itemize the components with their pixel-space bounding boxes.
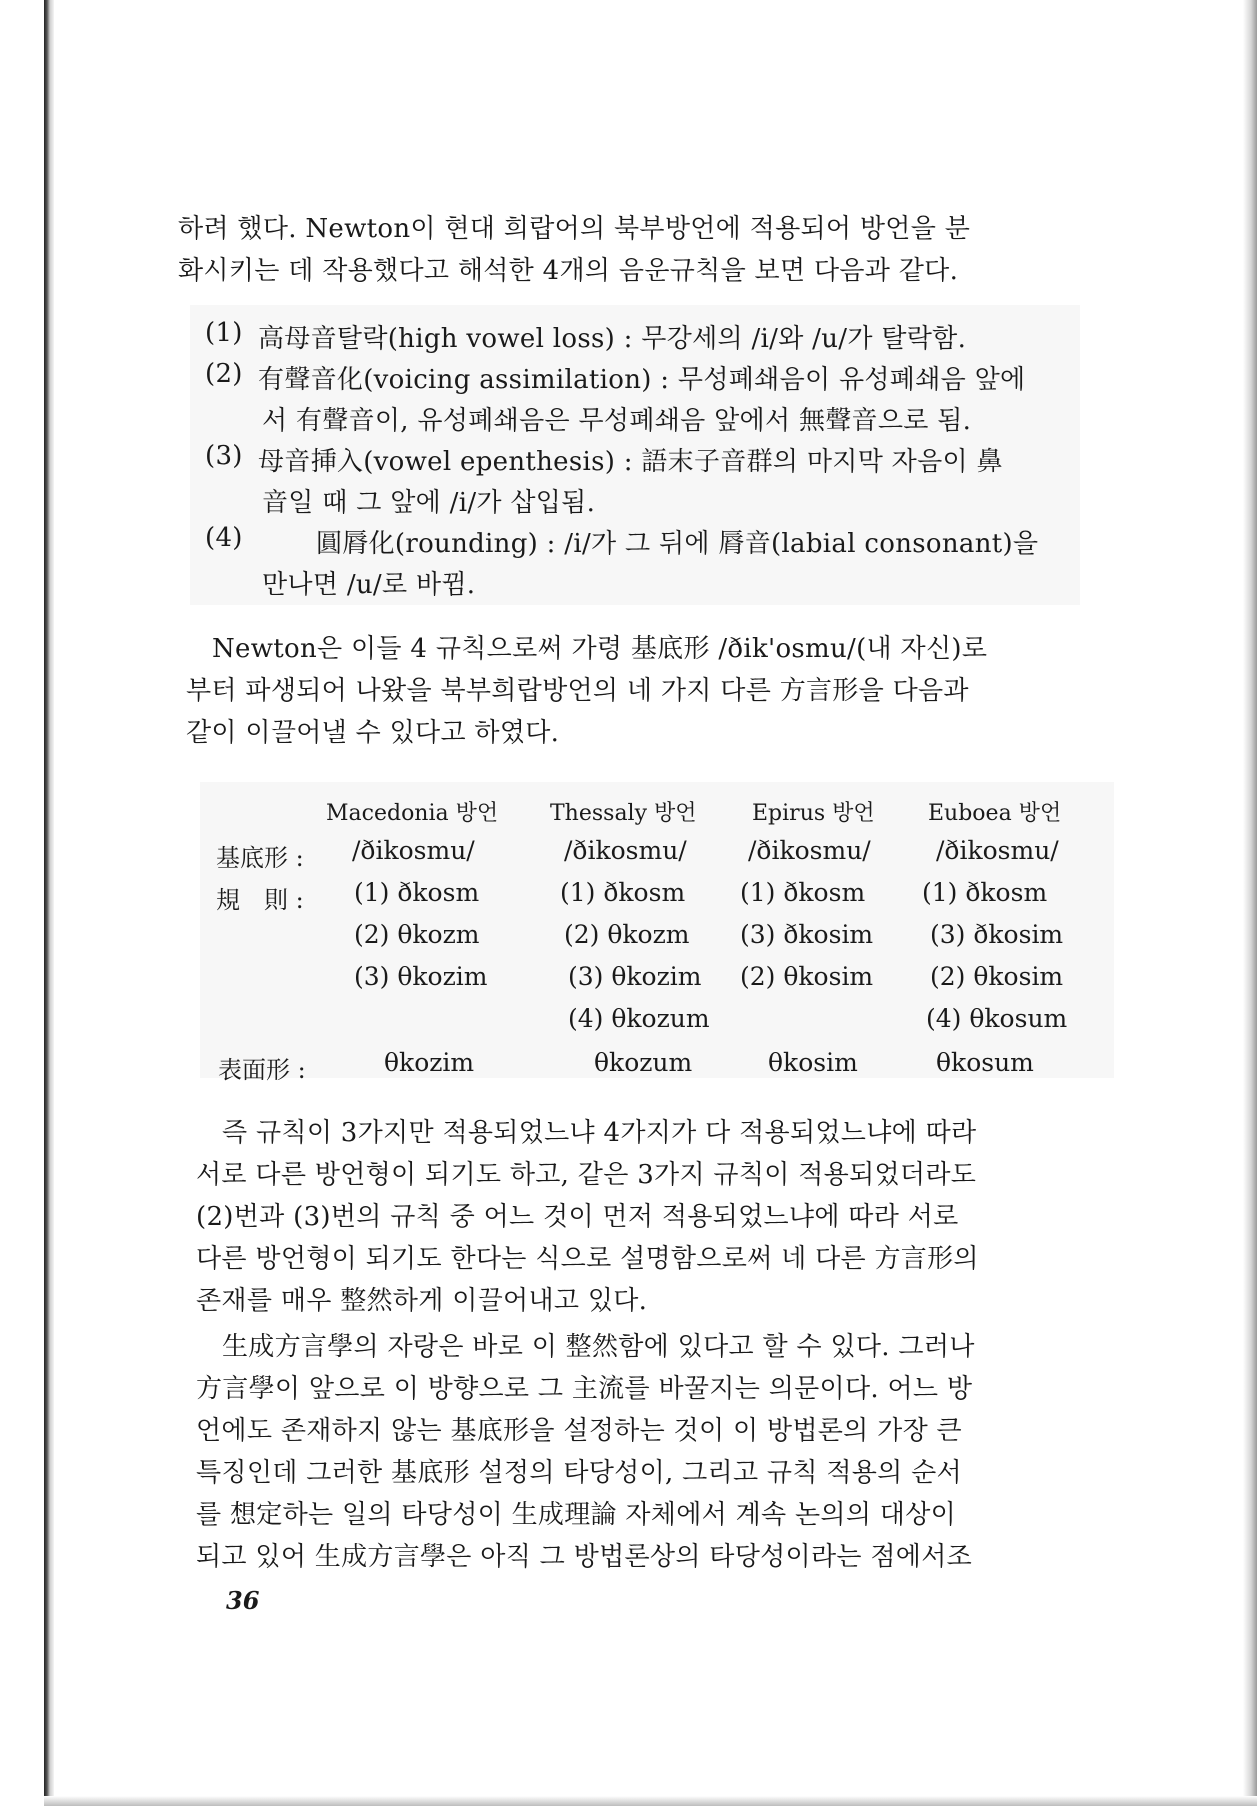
page-number: 36 xyxy=(226,1586,260,1615)
rule-number: (4) xyxy=(205,523,243,553)
rule-text: 高母音탈락(high vowel loss) : 무강세의 /i/와 /u/가 탈락함. xyxy=(258,324,967,354)
rule-step: (2) θkozm xyxy=(354,920,480,949)
base-form: /ðikosmu/ xyxy=(352,836,475,865)
para4-line-3: 언에도 존재하지 않는 基底形을 설정하는 것이 이 방법론의 가장 큰 xyxy=(196,1416,962,1446)
para4-line-2: 方言學이 앞으로 이 방향으로 그 主流를 바꿀지는 의문이다. 어느 방 xyxy=(196,1374,973,1404)
rule-step: (3) ðkosim xyxy=(740,920,874,949)
rule-number: (3) xyxy=(205,441,243,471)
para3-line-1: 즉 규칙이 3가지만 적용되었느냐 4가지가 다 적용되었느냐에 따라 xyxy=(222,1118,977,1148)
page-edge-bottom xyxy=(44,1796,1257,1806)
para4-line-1: 生成方言學의 자랑은 바로 이 整然함에 있다고 할 수 있다. 그러나 xyxy=(222,1332,975,1362)
rule-step: (1) ðkosm xyxy=(354,878,480,907)
surface-form: θkosim xyxy=(768,1048,858,1077)
rule-text: 圓脣化(rounding) : /i/가 그 뒤에 脣音(labial consonant)을 xyxy=(316,529,1039,559)
row-label-rules: 規 則 : xyxy=(216,886,304,914)
rule-step: (2) θkosim xyxy=(740,962,874,991)
rule-step: (1) ðkosm xyxy=(740,878,866,907)
para2-line-2: 부터 파생되어 나왔을 북부희랍방언의 네 가지 다른 方言形을 다음과 xyxy=(186,676,969,706)
rule-step: (2) θkozm xyxy=(564,920,690,949)
surface-form: θkozim xyxy=(384,1048,475,1077)
para4-line-4: 특징인데 그러한 基底形 설정의 타당성이, 그리고 규칙 적용의 순서 xyxy=(196,1458,962,1488)
rule-step: (3) θkozim xyxy=(354,962,488,991)
column-header-epirus: Epirus 방언 xyxy=(752,801,875,826)
para2-line-3: 같이 이끌어낼 수 있다고 하였다. xyxy=(186,718,560,748)
rule-step: (4) θkozum xyxy=(568,1004,710,1033)
rule-text-continued: 만나면 /u/로 바뀜. xyxy=(262,570,476,600)
rule-text: 母音挿入(vowel epenthesis) : 語末子音群의 마지막 자음이 鼻 xyxy=(258,447,1003,477)
para4-line-6: 되고 있어 生成方言學은 아직 그 방법론상의 타당성이라는 점에서조 xyxy=(196,1542,973,1572)
para4-line-5: 를 想定하는 일의 타당성이 生成理論 자체에서 계속 논의의 대상이 xyxy=(196,1500,957,1530)
rule-step: (1) ðkosm xyxy=(922,878,1048,907)
base-form: /ðikosmu/ xyxy=(936,836,1059,865)
page-edge-right xyxy=(1243,0,1257,1806)
rule-step: (1) ðkosm xyxy=(560,878,686,907)
para3-line-5: 존재를 매우 整然하게 이끌어내고 있다. xyxy=(196,1286,648,1316)
rule-step: (4) θkosum xyxy=(926,1004,1068,1033)
para2-line-1: Newton은 이들 4 규칙으로써 가령 基底形 /ðik'osmu/(내 자신)로 xyxy=(212,634,988,664)
column-header-thessaly: Thessaly 방언 xyxy=(550,801,697,826)
para3-line-4: 다른 방언형이 되기도 한다는 식으로 설명함으로써 네 다른 方言形의 xyxy=(196,1244,979,1274)
rule-number: (1) xyxy=(205,318,243,348)
column-header-macedonia: Macedonia 방언 xyxy=(326,801,499,826)
book-spine xyxy=(44,0,54,1806)
row-label-base: 基底形 : xyxy=(216,844,304,872)
row-label-surface: 表面形 : xyxy=(218,1056,306,1084)
rule-step: (3) θkozim xyxy=(568,962,702,991)
rule-number: (2) xyxy=(205,359,243,389)
para3-line-2: 서로 다른 방언형이 되기도 하고, 같은 3가지 규칙이 적용되었더라도 xyxy=(196,1160,977,1190)
intro-line-1: 하려 했다. Newton이 현대 희랍어의 북부방언에 적용되어 방언을 분 xyxy=(178,214,971,244)
intro-line-2: 화시키는 데 작용했다고 해석한 4개의 음운규칙을 보면 다음과 같다. xyxy=(178,256,959,286)
surface-form: θkosum xyxy=(936,1048,1034,1077)
base-form: /ðikosmu/ xyxy=(564,836,687,865)
para3-line-3: (2)번과 (3)번의 규칙 중 어느 것이 먼저 적용되었느냐에 따라 서로 xyxy=(196,1202,959,1232)
rule-step: (3) ðkosim xyxy=(930,920,1064,949)
column-header-euboea: Euboea 방언 xyxy=(928,801,1062,826)
rule-text: 有聲音化(voicing assimilation) : 무성폐쇄음이 유성폐쇄음 앞에 xyxy=(258,365,1026,395)
surface-form: θkozum xyxy=(594,1048,693,1077)
rule-text-continued: 音일 때 그 앞에 /i/가 삽입됨. xyxy=(262,488,596,518)
rule-step: (2) θkosim xyxy=(930,962,1064,991)
base-form: /ðikosmu/ xyxy=(748,836,871,865)
rule-text-continued: 서 有聲音이, 유성폐쇄음은 무성폐쇄음 앞에서 無聲音으로 됨. xyxy=(262,406,972,436)
